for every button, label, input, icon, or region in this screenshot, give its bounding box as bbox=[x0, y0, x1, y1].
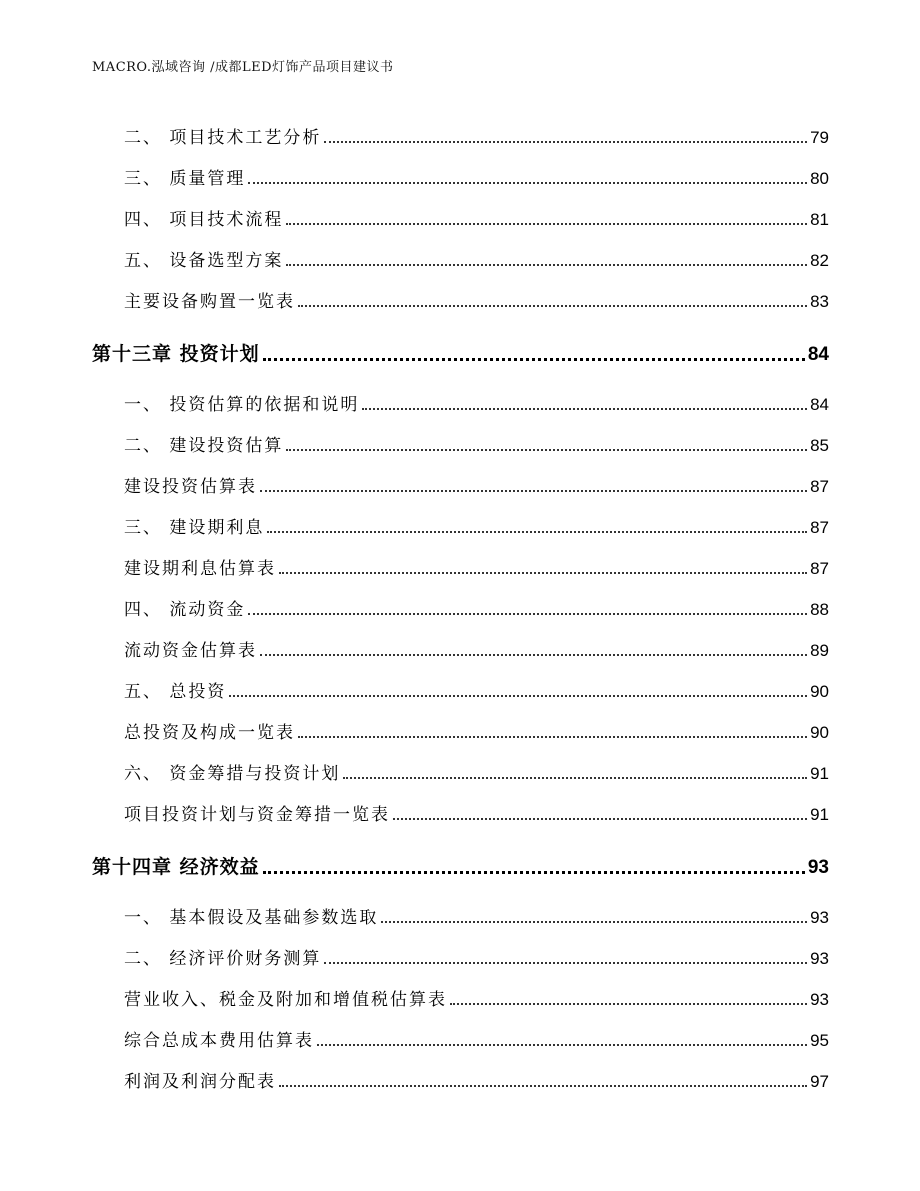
dot-leader bbox=[279, 572, 807, 574]
toc-entry[interactable] bbox=[92, 594, 829, 620]
toc-entry-page-number: 93 bbox=[807, 857, 829, 878]
toc-entry-page-number: 84 bbox=[810, 395, 829, 414]
toc-entry-page-number: 83 bbox=[810, 292, 829, 311]
toc-entry-page-number: 97 bbox=[810, 1072, 829, 1091]
toc-entry-label: 二、 经济评价财务测算 bbox=[124, 949, 322, 969]
toc-entry[interactable] bbox=[92, 553, 829, 579]
toc-entry-label: 四、 项目技术流程 bbox=[124, 210, 284, 230]
toc-entry-page-number: 87 bbox=[810, 518, 829, 537]
toc-entry-page-number: 87 bbox=[810, 477, 829, 496]
toc-entry-page-number: 87 bbox=[810, 559, 829, 578]
toc-entry[interactable] bbox=[92, 245, 829, 271]
toc-entry-label: 五、 设备选型方案 bbox=[124, 251, 284, 271]
toc-entry[interactable] bbox=[92, 512, 829, 538]
toc-entry-label: 第十三章 投资计划 bbox=[92, 343, 260, 365]
dot-leader bbox=[263, 871, 805, 874]
toc-entry-label: 四、 流动资金 bbox=[124, 600, 246, 620]
dot-leader bbox=[317, 1044, 807, 1046]
toc-entry-label: 综合总成本费用估算表 bbox=[124, 1031, 314, 1051]
toc-entry-page-number: 89 bbox=[810, 641, 829, 660]
toc-entry[interactable] bbox=[92, 676, 829, 702]
toc-entry-page-number: 84 bbox=[807, 344, 829, 365]
toc-entry-page-number: 95 bbox=[810, 1031, 829, 1050]
dot-leader bbox=[229, 695, 807, 697]
toc-entry-label: 总投资及构成一览表 bbox=[124, 723, 295, 743]
toc-entry[interactable] bbox=[92, 163, 829, 189]
running-header: MACRO.泓域咨询 /成都LED灯饰产品项目建议书 bbox=[92, 60, 394, 75]
toc-entry[interactable] bbox=[92, 204, 829, 230]
toc-entry-page-number: 80 bbox=[810, 169, 829, 188]
toc-entry-label: 营业收入、税金及附加和增值税估算表 bbox=[124, 990, 447, 1010]
dot-leader bbox=[260, 490, 807, 492]
toc-entry[interactable] bbox=[92, 389, 829, 415]
toc-entry[interactable] bbox=[92, 1066, 829, 1092]
toc-entry-page-number: 90 bbox=[810, 723, 829, 742]
dot-leader bbox=[263, 358, 805, 361]
toc-entry[interactable] bbox=[92, 430, 829, 456]
toc-entry-page-number: 90 bbox=[810, 682, 829, 701]
toc-entry-label: 主要设备购置一览表 bbox=[124, 292, 295, 312]
toc-entry[interactable] bbox=[92, 471, 829, 497]
toc-entry[interactable] bbox=[92, 984, 829, 1010]
toc-entry-label: 一、 投资估算的依据和说明 bbox=[124, 395, 360, 415]
toc-entry-page-number: 91 bbox=[810, 805, 829, 824]
dot-leader bbox=[286, 264, 807, 266]
toc-entry-label: 三、 质量管理 bbox=[124, 169, 246, 189]
dot-leader bbox=[381, 921, 807, 923]
toc-entry-page-number: 79 bbox=[810, 128, 829, 147]
dot-leader bbox=[343, 777, 807, 779]
toc-entry[interactable] bbox=[92, 943, 829, 969]
dot-leader bbox=[298, 305, 807, 307]
toc-entry[interactable] bbox=[92, 758, 829, 784]
toc-entry-label: 二、 项目技术工艺分析 bbox=[124, 128, 322, 148]
toc-entry-page-number: 93 bbox=[810, 990, 829, 1009]
toc-entry-page-number: 93 bbox=[810, 908, 829, 927]
toc-entry-label: 流动资金估算表 bbox=[124, 641, 257, 661]
toc-entry-label: 项目投资计划与资金筹措一览表 bbox=[124, 805, 390, 825]
toc-entry-page-number: 82 bbox=[810, 251, 829, 270]
toc-entry-label: 建设期利息估算表 bbox=[124, 559, 276, 579]
toc-entry-page-number: 81 bbox=[810, 210, 829, 229]
dot-leader bbox=[248, 182, 807, 184]
toc-entry[interactable] bbox=[92, 635, 829, 661]
toc-chapter-entry[interactable] bbox=[92, 336, 829, 366]
toc-entry-page-number: 85 bbox=[810, 436, 829, 455]
toc-entry-page-number: 91 bbox=[810, 764, 829, 783]
toc-entry-label: 三、 建设期利息 bbox=[124, 518, 265, 538]
dot-leader bbox=[260, 654, 807, 656]
dot-leader bbox=[286, 449, 807, 451]
dot-leader bbox=[450, 1003, 807, 1005]
dot-leader bbox=[324, 962, 807, 964]
dot-leader bbox=[279, 1085, 807, 1087]
toc-entry-label: 五、 总投资 bbox=[124, 682, 227, 702]
toc-entry-label: 建设投资估算表 bbox=[124, 477, 257, 497]
toc-entry[interactable] bbox=[92, 799, 829, 825]
dot-leader bbox=[393, 818, 807, 820]
toc-entry-page-number: 88 bbox=[810, 600, 829, 619]
toc-entry-label: 一、 基本假设及基础参数选取 bbox=[124, 908, 379, 928]
toc-entry[interactable] bbox=[92, 122, 829, 148]
toc-entry[interactable] bbox=[92, 902, 829, 928]
dot-leader bbox=[248, 613, 807, 615]
toc-entry-label: 六、 资金筹措与投资计划 bbox=[124, 764, 341, 784]
toc-entry-page-number: 93 bbox=[810, 949, 829, 968]
dot-leader bbox=[298, 736, 807, 738]
dot-leader bbox=[286, 223, 807, 225]
dot-leader bbox=[362, 408, 807, 410]
toc-chapter-entry[interactable] bbox=[92, 849, 829, 879]
toc-entry-label: 第十四章 经济效益 bbox=[92, 856, 260, 878]
toc-entry-label: 利润及利润分配表 bbox=[124, 1072, 276, 1092]
dot-leader bbox=[324, 141, 807, 143]
toc-entry-label: 二、 建设投资估算 bbox=[124, 436, 284, 456]
toc-entry[interactable] bbox=[92, 1025, 829, 1051]
toc-entry[interactable] bbox=[92, 717, 829, 743]
toc-entry[interactable] bbox=[92, 286, 829, 312]
dot-leader bbox=[267, 531, 807, 533]
